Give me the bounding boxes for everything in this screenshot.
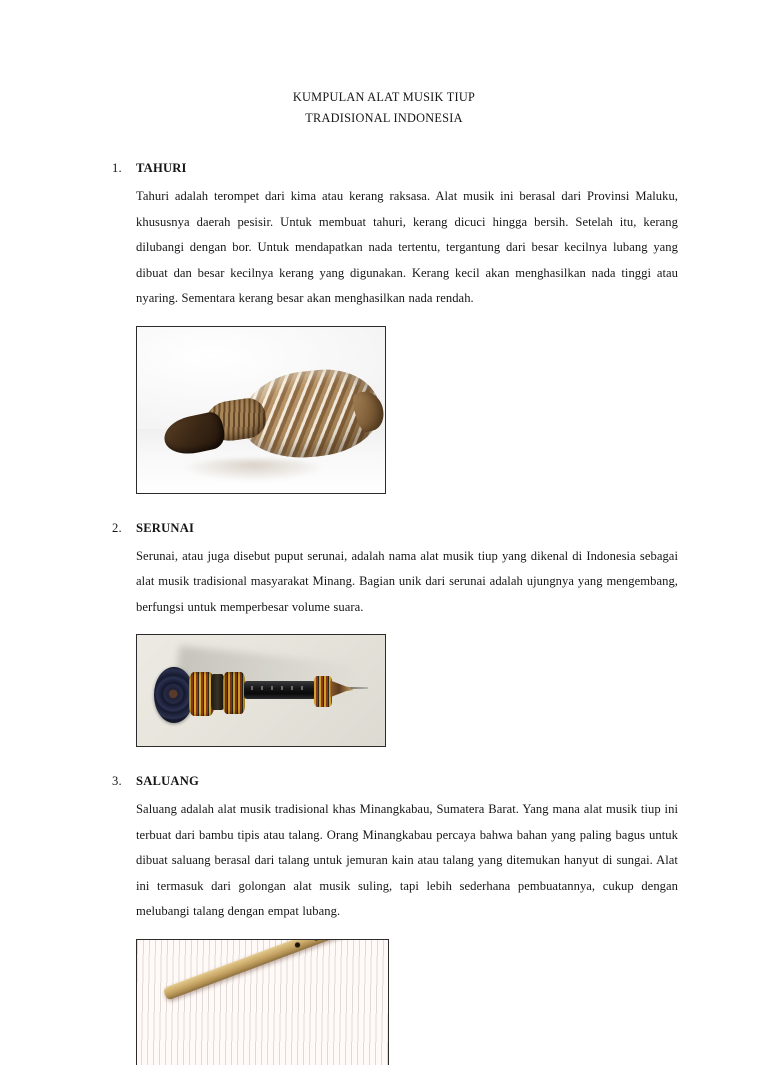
section-heading-tahuri <box>112 160 678 176</box>
serunai-finger-holes <box>251 686 311 690</box>
list-number-1: 1. <box>112 161 122 175</box>
section-heading-serunai <box>112 520 678 536</box>
figure-serunai-photo <box>136 634 386 747</box>
serunai-reed-needle <box>350 687 367 689</box>
section-paragraph-tahuri: Tahuri adalah terompet dari kima atau kerang raksasa. Alat musik ini berasal dari Provinsi Maluku, khususnya daerah pesisir. Untuk membuat tahuri, kerang dicuci hingga bersih. Setelah itu, kerang dilubangi dengan bor. Untuk mendapatkan nada tertentu, tergantung dari besar kecilnya lubang yang dibuat dan besar kecilnya kerang yang digunakan. Kerang kecil akan menghasilkan nada tinggi atau nyaring. Sementara kerang besar akan menghasilkan nada rendah. <box>136 189 678 305</box>
section-tahuri <box>112 160 678 494</box>
serunai-ornament-lower <box>314 676 331 707</box>
section-paragraph-saluang: Saluang adalah alat musik tradisional khas Minangkabau, Sumatera Barat. Yang mana alat musik tiup ini terbuat dari bambu tipis atau talang. Orang Minangkabau percaya bahwa bahan yang paling bagus untuk dibuat saluang berasal dari talang untuk jemuran kain atau talang yang ditemukan hanyut di sungai. Alat ini termasuk dari golongan alat musik suling, tapi lebih sederhana pembuatannya, cukup dengan melubangi talang dengan empat lubang. <box>136 802 678 918</box>
document-title-line-1: KUMPULAN ALAT MUSIK TIUP <box>292 90 476 104</box>
saluang-hole-4 <box>294 942 300 948</box>
document-title-line-2: TRADISIONAL INDONESIA <box>305 111 463 125</box>
serunai-ornament-upper <box>189 672 214 716</box>
list-number-3: 3. <box>112 774 122 788</box>
tahuri-reflection <box>182 459 326 481</box>
document-title-block <box>0 87 768 129</box>
serunai-ring-dark <box>211 674 223 711</box>
saluang-hole-3 <box>313 939 319 942</box>
section-title-text-tahuri: TAHURI <box>136 161 187 175</box>
section-heading-saluang <box>112 773 678 789</box>
section-title-text-saluang: SALUANG <box>136 774 199 788</box>
section-title-text-serunai: SERUNAI <box>136 520 195 535</box>
section-serunai <box>112 520 678 748</box>
figure-tahuri-photo <box>136 326 386 494</box>
section-saluang <box>112 773 678 1065</box>
section-paragraph-serunai: Serunai, atau juga disebut puput serunai, adalah nama alat musik tiup yang dikenal di Indonesia sebagai alat musik tradisional masyarakat Minang. Bagian unik dari serunai adalah ujungnya yang mengembang, berfungsi untuk memperbesar volume suara. <box>136 548 678 614</box>
figure-saluang-photo <box>136 939 389 1065</box>
serunai-ornament-middle <box>223 672 245 714</box>
list-number-2: 2. <box>112 520 122 535</box>
document-body <box>112 160 678 1065</box>
serunai-bell <box>154 667 194 723</box>
